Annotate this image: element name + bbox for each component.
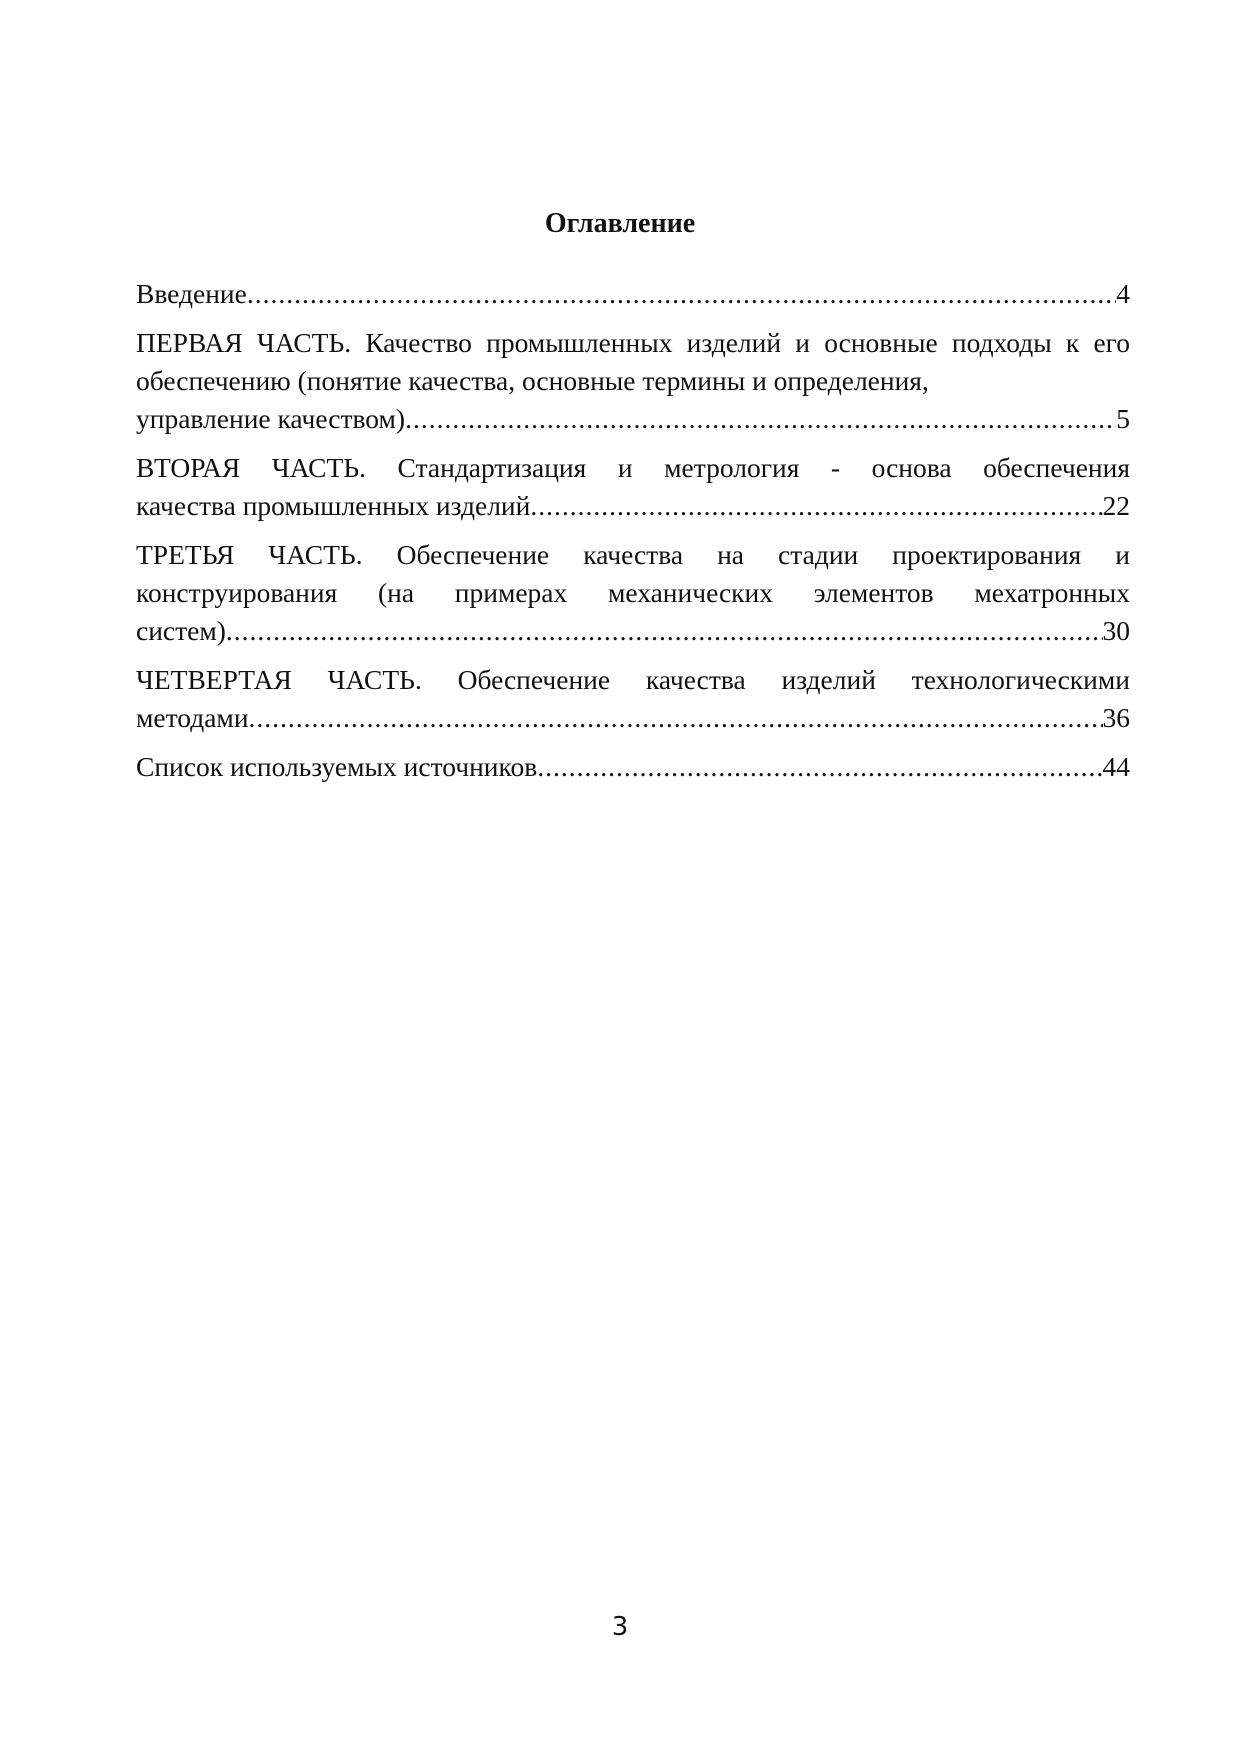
toc-dot-leader	[530, 487, 1102, 525]
toc-leader-line	[136, 612, 1130, 650]
toc-dot-leader	[226, 612, 1103, 650]
toc-entry-part-1[interactable]	[136, 324, 1130, 438]
toc-entry-title: Введение	[136, 278, 247, 309]
toc-entry-part-4[interactable]	[136, 661, 1130, 737]
toc-dot-leader	[249, 699, 1103, 737]
toc-entry-references[interactable]	[136, 748, 1130, 786]
page-number: 3	[611, 1612, 629, 1642]
toc-entry-part-3[interactable]	[136, 536, 1130, 650]
toc-entry-title-end: методами	[136, 702, 249, 733]
toc-entry-title-end: управление качеством)	[136, 403, 406, 434]
toc-entry-title: Список используемых источников	[136, 751, 538, 782]
toc-entry-title: ТРЕТЬЯ ЧАСТЬ. Обеспечение качества на стадии проектирования и конструирования (на примерах механических элементов мехатронных	[136, 539, 1130, 608]
toc-leader-line	[136, 748, 1130, 786]
toc-entry-title: ПЕРВАЯ ЧАСТЬ. Качество промышленных изделий и основные подходы к его обеспечению (понятие качества, основные термины и определения,	[136, 327, 1130, 396]
page-title: Оглавление	[544, 208, 696, 239]
toc-leader-line	[136, 400, 1130, 438]
toc-entry-title: ВТОРАЯ ЧАСТЬ. Стандартизация и метрология - основа обеспечения	[136, 452, 1130, 483]
toc-entry-introduction[interactable]	[136, 275, 1130, 313]
toc-dot-leader	[405, 400, 1116, 438]
toc-entry-part-2[interactable]	[136, 449, 1130, 525]
toc-page-number: 30	[1102, 615, 1130, 646]
toc-leader-line	[136, 275, 1130, 313]
toc-entry-title: ЧЕТВЕРТАЯ ЧАСТЬ. Обеспечение качества изделий технологическими	[136, 664, 1130, 695]
table-of-contents	[136, 275, 1130, 797]
toc-entry-title-end: систем)	[136, 615, 226, 646]
toc-page-number: 36	[1102, 702, 1130, 733]
toc-dot-leader	[247, 275, 1116, 313]
toc-entry-title-end: качества промышленных изделий	[136, 490, 531, 521]
toc-page-number: 22	[1102, 490, 1130, 521]
toc-dot-leader	[537, 748, 1102, 786]
toc-page-number: 5	[1116, 403, 1130, 434]
toc-leader-line	[136, 699, 1130, 737]
toc-page-number: 4	[1116, 278, 1130, 309]
toc-page-number: 44	[1102, 751, 1130, 782]
toc-leader-line	[136, 487, 1130, 525]
